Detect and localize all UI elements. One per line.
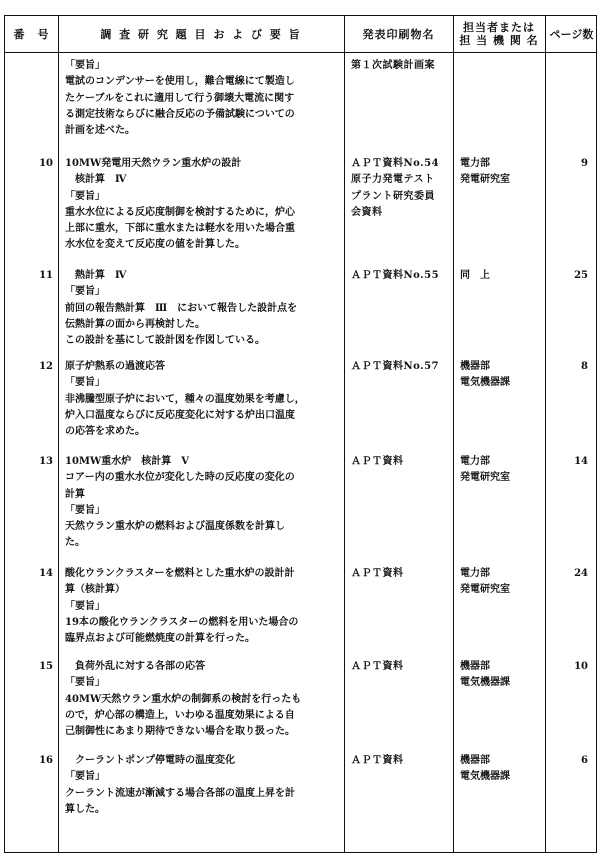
row-department bbox=[460, 156, 546, 189]
desc-line: 算した。 bbox=[65, 803, 105, 815]
row-number: 11 bbox=[39, 270, 53, 281]
row-number: 13 bbox=[39, 456, 53, 467]
col-divider bbox=[453, 16, 454, 852]
desc-line: 「要旨」 bbox=[65, 677, 105, 689]
desc-line: 算（核計算） bbox=[65, 584, 125, 596]
row-description bbox=[65, 156, 345, 254]
row-number: 12 bbox=[39, 361, 53, 372]
desc-line: 「要旨」 bbox=[65, 504, 105, 516]
pub-line: ＡＰＴ資料 bbox=[351, 661, 404, 672]
dept-line: 電力部 bbox=[460, 568, 490, 579]
row-description bbox=[65, 753, 345, 818]
dept-line: 電気機器課 bbox=[460, 771, 510, 783]
header-department-line2: 担 当 機 関 名 bbox=[459, 34, 539, 47]
row-number: 16 bbox=[39, 755, 53, 766]
dept-line: 機器部 bbox=[460, 755, 490, 766]
row-department bbox=[460, 359, 546, 392]
dept-line: 電力部 bbox=[460, 456, 490, 467]
dept-line: 発電研究室 bbox=[460, 584, 510, 596]
pub-line: ＡＰＴ資料No.57 bbox=[351, 361, 440, 372]
row-publication bbox=[351, 566, 451, 582]
row-number: 14 bbox=[39, 568, 53, 579]
desc-line: 原子炉熱系の過渡応答 bbox=[65, 361, 165, 372]
row-page-count: 25 bbox=[574, 270, 588, 281]
row-publication bbox=[351, 454, 451, 470]
dept-line: 電気機器課 bbox=[460, 677, 510, 689]
col-divider bbox=[58, 16, 59, 852]
pub-line: ＡＰＴ資料 bbox=[351, 755, 404, 766]
header-department bbox=[453, 16, 545, 52]
desc-line: クーラント流速が漸減する場合各部の温度上昇を計 bbox=[65, 787, 295, 799]
row-page-count: 24 bbox=[574, 568, 588, 579]
desc-line: る測定技術ならびに融合反応の予備試験についての bbox=[65, 108, 295, 120]
row-publication bbox=[351, 58, 451, 74]
header-page-count: ページ数 bbox=[549, 27, 594, 41]
row-description bbox=[65, 58, 345, 139]
row-department bbox=[460, 566, 546, 599]
header-divider bbox=[5, 52, 596, 53]
desc-line: 「要旨」 bbox=[65, 377, 105, 389]
row-number: 15 bbox=[39, 661, 53, 672]
desc-line: 熱計算 Ⅳ bbox=[65, 270, 127, 281]
desc-line: 電試のコンデンサーを使用し，難合電線にて製造し bbox=[65, 76, 295, 88]
row-description bbox=[65, 268, 345, 349]
header-description: 調 査 研 究 題 目 お よ び 要 旨 bbox=[100, 27, 302, 41]
desc-line: 「要旨」 bbox=[65, 771, 105, 783]
desc-line: 重水水位による反応度制御を検討するために，炉心 bbox=[65, 206, 295, 218]
col-divider bbox=[545, 16, 546, 852]
row-description bbox=[65, 659, 345, 740]
pub-line: プラント研究委員 bbox=[351, 190, 435, 202]
desc-line: 「要旨」 bbox=[65, 286, 105, 298]
desc-line: た。 bbox=[65, 537, 85, 549]
pub-line: ＡＰＴ資料 bbox=[351, 456, 404, 467]
row-page-count: 14 bbox=[574, 456, 588, 467]
pub-line: ＡＰＴ資料 bbox=[351, 568, 404, 579]
desc-line: クーラントポンプ停電時の温度変化 bbox=[65, 755, 235, 766]
desc-line: 己制御性にあまり期待できない場合を取り扱った。 bbox=[65, 726, 295, 738]
header-number: 番 号 bbox=[13, 27, 50, 41]
desc-line: コアー内の重水水位が変化した時の反応度の変化の bbox=[65, 472, 295, 484]
desc-line: 計算 bbox=[65, 488, 85, 500]
pub-line: ＡＰＴ資料No.54 bbox=[351, 158, 440, 169]
report-table bbox=[4, 15, 597, 853]
desc-line: 10MW重水炉 核計算 Ⅴ bbox=[65, 456, 189, 467]
row-page-count: 9 bbox=[581, 158, 588, 169]
dept-line: 電気機器課 bbox=[460, 377, 510, 389]
row-description bbox=[65, 359, 345, 440]
dept-line: 同 上 bbox=[460, 270, 490, 281]
pub-line: 原子力発電テスト bbox=[351, 174, 435, 186]
desc-line: 19本の酸化ウランクラスターの燃料を用いた場合の bbox=[65, 616, 299, 628]
desc-line: 負荷外乱に対する各部の応答 bbox=[65, 661, 205, 672]
row-publication bbox=[351, 359, 451, 375]
desc-line: たケーブルをこれに適用して行う御壊大電流に関す bbox=[65, 92, 295, 104]
desc-line: 臨界点および可能燃焼度の計算を行った。 bbox=[65, 633, 255, 645]
dept-line: 発電研究室 bbox=[460, 174, 510, 186]
pub-line: 第１次試験計画案 bbox=[351, 60, 435, 71]
row-publication bbox=[351, 659, 451, 675]
row-department bbox=[460, 753, 546, 786]
row-page-count: 10 bbox=[574, 661, 588, 672]
dept-line: 機器部 bbox=[460, 661, 490, 672]
dept-line: 発電研究室 bbox=[460, 472, 510, 484]
desc-line: 炉入口温度ならびに反応度変化に対する炉出口温度 bbox=[65, 409, 295, 421]
desc-line: 核計算 Ⅳ bbox=[65, 174, 127, 186]
desc-line: 非沸騰型原子炉において，種々の温度効果を考慮し， bbox=[65, 393, 305, 405]
row-department bbox=[460, 659, 546, 692]
row-description bbox=[65, 454, 345, 552]
row-description bbox=[65, 566, 345, 647]
desc-line: の応答を求めた。 bbox=[65, 426, 145, 438]
desc-line: 上部に重水，下部に重水または軽水を用いた場合重 bbox=[65, 223, 295, 235]
row-number: 10 bbox=[39, 158, 53, 169]
desc-line: 計画を述べた。 bbox=[65, 125, 135, 137]
header-department-line1: 担当者または bbox=[463, 21, 535, 34]
desc-line: 「要旨」 bbox=[65, 60, 105, 71]
pub-line: ＡＰＴ資料No.55 bbox=[351, 270, 440, 281]
desc-line: 「要旨」 bbox=[65, 600, 105, 612]
row-publication bbox=[351, 753, 451, 769]
row-page-count: 8 bbox=[581, 361, 588, 372]
desc-line: 前回の報告熱計算 Ⅲ において報告した設計点を bbox=[65, 302, 298, 314]
desc-line: ので，炉心部の構造上，いわゆる温度効果による自 bbox=[65, 709, 295, 721]
row-page-count: 6 bbox=[581, 755, 588, 766]
desc-line: 10MW発電用天然ウラン重水炉の設計 bbox=[65, 158, 242, 169]
row-department bbox=[460, 454, 546, 487]
desc-line: 水水位を変えて反応度の値を計算した。 bbox=[65, 239, 245, 251]
desc-line: 「要旨」 bbox=[65, 190, 105, 202]
desc-line: 天然ウラン重水炉の燃料および温度係数を計算し bbox=[65, 521, 285, 533]
row-department bbox=[460, 268, 546, 284]
desc-line: 40MW天然ウラン重水炉の制御系の検討を行ったも bbox=[65, 693, 302, 705]
dept-line: 機器部 bbox=[460, 361, 490, 372]
desc-line: 酸化ウランクラスターを燃料とした重水炉の設計計 bbox=[65, 568, 295, 579]
row-publication bbox=[351, 268, 451, 284]
header-publication: 発表印刷物名 bbox=[362, 27, 435, 41]
desc-line: この設計を基にして設計図を作図している。 bbox=[65, 335, 265, 347]
row-publication bbox=[351, 156, 451, 221]
dept-line: 電力部 bbox=[460, 158, 490, 169]
pub-line: 会資料 bbox=[351, 206, 383, 218]
desc-line: 伝熱計算の面から再検討した。 bbox=[65, 318, 205, 330]
